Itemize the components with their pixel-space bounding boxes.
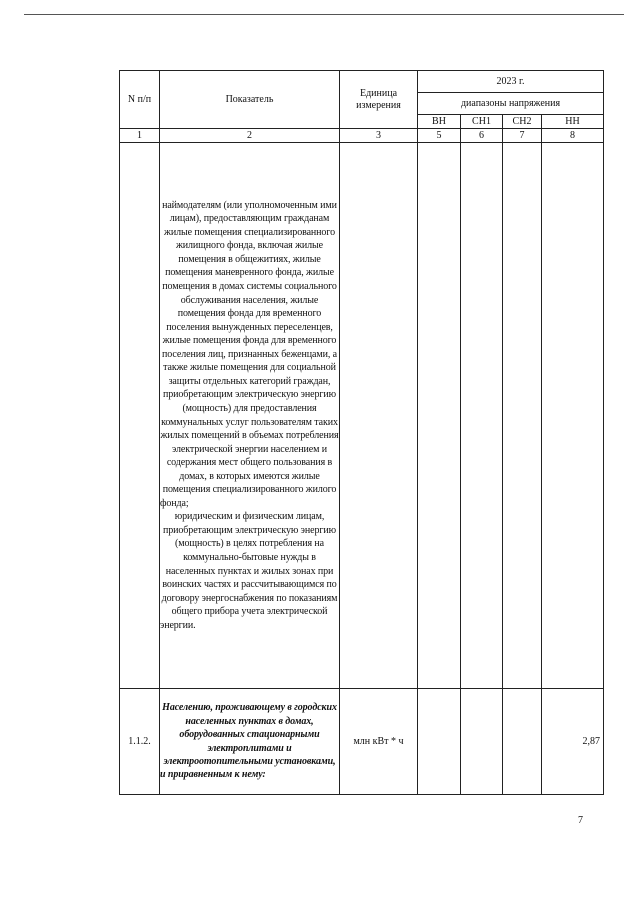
header-sn2: СН2 xyxy=(503,115,542,129)
row-unit: млн кВт * ч xyxy=(340,689,418,795)
row-sn1 xyxy=(461,143,503,689)
row-sn2 xyxy=(503,689,542,795)
col-index-6: 6 xyxy=(461,129,503,143)
row-indicator-text: Населению, проживающему в городских населенных пунктах в домах, оборудованных стационарными электроплитами и электроотопительными установками, и приравненным к нему: xyxy=(160,689,340,795)
col-index-5: 5 xyxy=(418,129,461,143)
header-indicator: Показатель xyxy=(160,71,340,129)
header-year: 2023 г. xyxy=(418,71,604,93)
row-sn2 xyxy=(503,143,542,689)
row-unit xyxy=(340,143,418,689)
row-nn xyxy=(542,143,604,689)
header-unit: Единица измерения xyxy=(340,71,418,129)
row-num: 1.1.2. xyxy=(120,689,160,795)
col-index-8: 8 xyxy=(542,129,604,143)
row-sn1 xyxy=(461,689,503,795)
header-num: N п/п xyxy=(120,71,160,129)
page-number: 7 xyxy=(578,815,583,826)
indicator-paragraph: наймодателям (или уполномоченным ими лицам), предоставляющим гражданам жилые помещения специализированного жилищного фонда, включая жилые помещения в общежитиях, жилые помещения маневренного фонда, жилые помещения в домах системы социального обслуживания населения, жилые помещения фонда для временного поселения вынужденных переселенцев, жилые помещения фонда для временного поселения лиц, признанных беженцами, а также жилые помещения для социальной защиты отдельных категорий граждан, приобретающим электрическую энергию (мощность) для предоставления коммунальных услуг пользователям таких жилых помещений в объемах потребления электрической энергии населением и содержания мест общего пользования в домах, в которых имеются жилые помещения специализированного жилого фонда; xyxy=(160,199,339,509)
row-num xyxy=(120,143,160,689)
table-row xyxy=(120,143,604,689)
col-index-1: 1 xyxy=(120,129,160,143)
row-vn xyxy=(418,689,461,795)
header-vn: ВН xyxy=(418,115,461,129)
indicator-table xyxy=(119,70,604,795)
row-indicator-text xyxy=(160,143,340,689)
col-index-7: 7 xyxy=(503,129,542,143)
row-nn: 2,87 xyxy=(542,689,604,795)
row-vn xyxy=(418,143,461,689)
header-nn: НН xyxy=(542,115,604,129)
table-row xyxy=(120,689,604,795)
col-index-2: 2 xyxy=(160,129,340,143)
col-index-3: 3 xyxy=(340,129,418,143)
header-sn1: СН1 xyxy=(461,115,503,129)
indicator-paragraph: юридическим и физическим лицам, приобретающим электрическую энергию (мощность) в целях потребления на коммунально-бытовые нужды в населенных пунктах и жилых зонах при воинских частях и рассчитывающимся по договору энергоснабжения по показаниям общего прибора учета электрической энергии. xyxy=(160,511,338,631)
scan-edge-line xyxy=(24,14,624,15)
header-voltage-ranges: диапазоны напряжения xyxy=(418,93,604,115)
